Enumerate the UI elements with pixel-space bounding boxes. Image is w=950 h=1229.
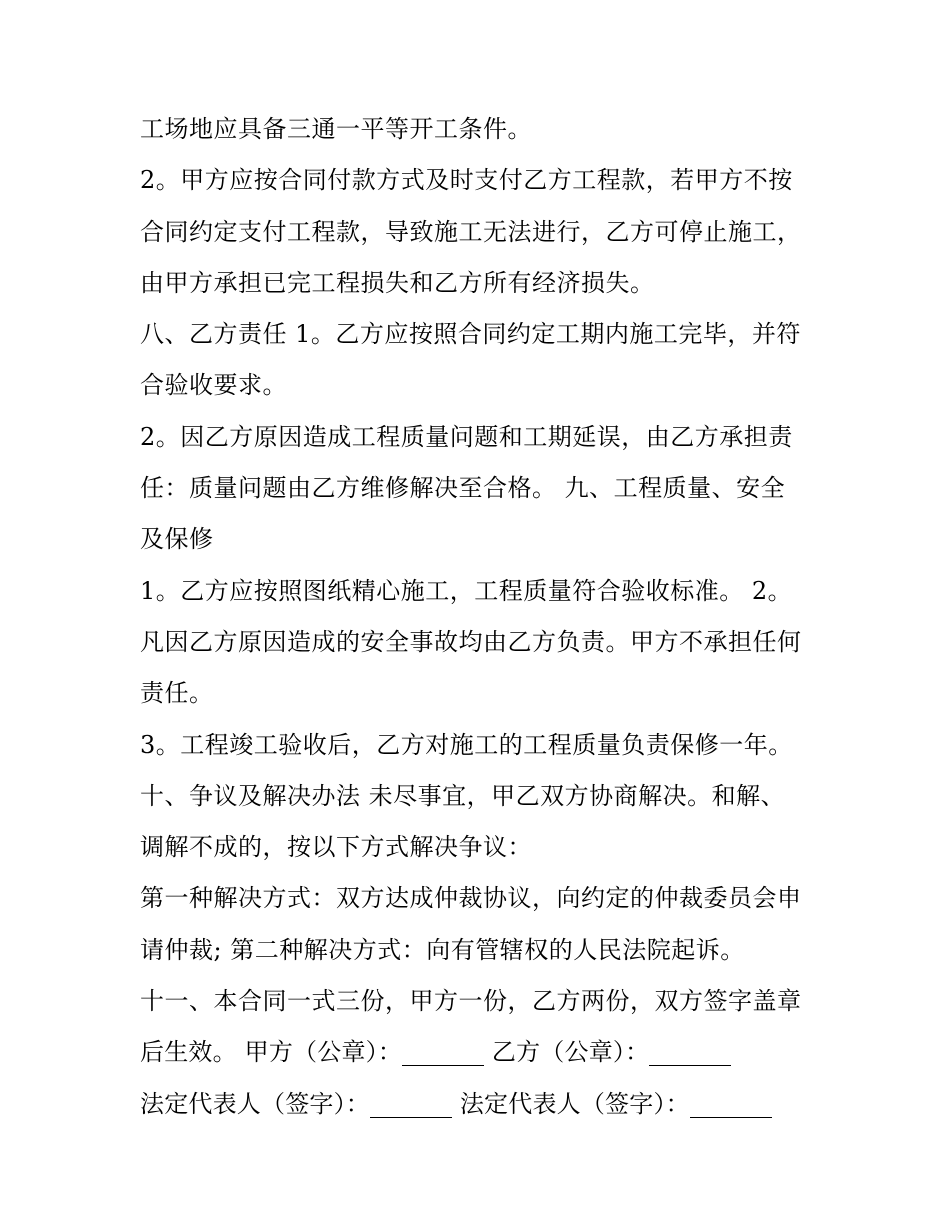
party-a-seal-blank bbox=[402, 1065, 484, 1066]
party-a-seal-label: 甲方（公章）： bbox=[244, 1038, 403, 1067]
text-line: 请仲裁; 第二种解决方式：向有管辖权的人民法院起诉。 bbox=[140, 935, 745, 964]
party-b-seal-blank bbox=[649, 1065, 731, 1066]
seal-line bbox=[140, 1027, 830, 1078]
text-line: 及保修 bbox=[140, 525, 214, 554]
party-b-seal-label: 乙方（公章）： bbox=[491, 1038, 650, 1067]
text-line: 任：质量问题由乙方维修解决至合格。 九、工程质量、安全 bbox=[140, 474, 786, 503]
text-line: 2。因乙方原因造成工程质量问题和工期延误，由乙方承担责 bbox=[140, 422, 793, 451]
text-line: 十、争议及解决办法 未尽事宜，甲乙双方协商解决。和解、 bbox=[140, 781, 786, 810]
text-line: 合同约定支付工程款，导致施工无法进行，乙方可停止施工， bbox=[140, 217, 802, 246]
party-b-rep-label: 法定代表人（签字）： bbox=[459, 1089, 690, 1118]
contract-body bbox=[140, 104, 830, 1130]
text-line: 由甲方承担已完工程损失和乙方所有经济损失。 bbox=[140, 268, 655, 297]
party-a-rep-label: 法定代表人（签字）： bbox=[140, 1089, 370, 1118]
text-line: 责任。 bbox=[140, 679, 214, 708]
text-line: 凡因乙方原因造成的安全事故均由乙方负责。甲方不承担任何 bbox=[140, 627, 802, 656]
text-line: 十一、本合同一式三份，甲方一份，乙方两份，双方签字盖章 bbox=[140, 987, 802, 1016]
text-line: 调解不成的，按以下方式解决争议： bbox=[140, 833, 532, 862]
text-line: 2。甲方应按合同付款方式及时支付乙方工程款，若甲方不按 bbox=[140, 166, 793, 195]
effective-text: 后生效。 bbox=[140, 1038, 237, 1067]
text-line: 1。乙方应按照图纸精心施工，工程质量符合验收标准。 2。 bbox=[140, 576, 793, 605]
text-line: 合验收要求。 bbox=[140, 371, 287, 400]
text-line: 工场地应具备三通一平等开工条件。 bbox=[140, 115, 532, 143]
text-line: 第一种解决方式：双方达成仲裁协议，向约定的仲裁委员会申 bbox=[140, 884, 802, 913]
representative-line bbox=[140, 1079, 830, 1130]
text-line: 3。工程竣工验收后，乙方对施工的工程质量负责保修一年。 bbox=[140, 730, 793, 759]
party-a-rep-blank bbox=[370, 1117, 452, 1118]
party-b-rep-blank bbox=[690, 1117, 772, 1118]
text-line: 八、乙方责任 1。乙方应按照合同约定工期内施工完毕，并符 bbox=[140, 320, 801, 349]
